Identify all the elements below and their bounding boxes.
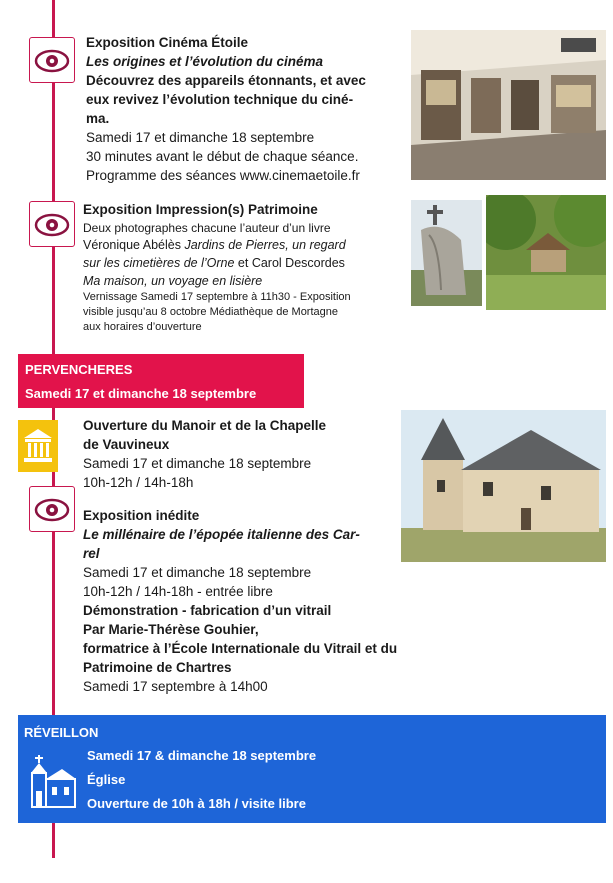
impressions-author1: Véronique Abélès	[83, 238, 185, 252]
eye-icon	[29, 486, 75, 532]
inedite-demo-line1: Démonstration - fabrication d’un vitrail	[83, 603, 332, 618]
pervencheres-band	[18, 354, 304, 408]
manoir-dates: Samedi 17 et dimanche 18 septembre	[83, 456, 312, 471]
manoir-hours: 10h-12h / 14h-18h	[83, 475, 194, 490]
inedite-subtitle-line2: rel	[83, 546, 100, 561]
inedite-demo-line2: Par Marie-Thérèse Gouhier,	[83, 622, 259, 637]
inedite-demo-line4: Patrimoine de Chartres	[83, 660, 232, 675]
impressions-book1-b: sur les cimetières de l’Orne	[83, 256, 235, 270]
manoir-block	[83, 416, 326, 492]
impressions-block	[83, 200, 401, 335]
cinema-title: Exposition Cinéma Étoile	[86, 35, 249, 50]
impressions-line1: Deux photographes chacune l’auteur d’un livre	[83, 221, 331, 235]
inedite-subtitle-line1: Le millénaire de l’épopée italienne des Car-	[83, 527, 360, 542]
pervencheres-dates: Samedi 17 et dimanche 18 septembre	[25, 386, 257, 401]
impressions-visible: visible jusqu’au 8 octobre Médiathèque de Mortagne	[83, 306, 338, 318]
cinema-subtitle: Les origines et l’évolution du cinéma	[86, 54, 324, 69]
inedite-hours: 10h-12h / 14h-18h - entrée libre	[83, 584, 273, 599]
impressions-hours: aux horaires d’ouverture	[83, 321, 202, 333]
church-icon	[26, 753, 78, 811]
cinema-desc-line2: eux revivez l’évolution technique du ciné-	[86, 92, 354, 107]
temple-icon	[18, 420, 58, 472]
pervencheres-town: PERVENCHERES	[25, 362, 133, 377]
impressions-vernissage: Vernissage Samedi 17 septembre à 11h30 - Exposition	[83, 291, 351, 303]
reveillon-town: RÉVEILLON	[24, 725, 99, 740]
manor-photo	[401, 410, 606, 562]
impressions-book2: Ma maison, un voyage en lisière	[83, 274, 263, 288]
manoir-title-line1: Ouverture du Manoir et de la Chapelle	[83, 418, 327, 433]
cinema-dates: Samedi 17 et dimanche 18 septembre	[86, 130, 315, 145]
impressions-line2	[83, 236, 401, 254]
reveillon-hours: Ouverture de 10h à 18h / visite libre	[87, 796, 306, 811]
impressions-author2: et Carol Descordes	[234, 256, 345, 270]
inedite-block	[83, 506, 397, 696]
eye-icon	[29, 37, 75, 83]
cinema-desc-line1: Découvrez des appareils étonnants, et avec	[86, 73, 366, 88]
museum-photo	[411, 30, 606, 180]
angel-statue-photo	[411, 200, 482, 306]
impressions-line3	[83, 254, 401, 272]
reveillon-place: Église	[87, 772, 126, 787]
inedite-title: Exposition inédite	[83, 508, 200, 523]
cinema-etoile-block	[86, 33, 366, 185]
impressions-title: Exposition Impression(s) Patrimoine	[83, 202, 318, 217]
manoir-title-line2: de Vauvineux	[83, 437, 170, 452]
impressions-book1-a: Jardins de Pierres, un regard	[184, 238, 346, 252]
eye-icon	[29, 201, 75, 247]
inedite-dates: Samedi 17 et dimanche 18 septembre	[83, 565, 312, 580]
reveillon-band	[18, 715, 606, 823]
inedite-demo-line3: formatrice à l’École Internationale du Vitrail et du	[83, 641, 398, 656]
cinema-timing: 30 minutes avant le début de chaque séance.	[86, 149, 359, 164]
reveillon-dates: Samedi 17 & dimanche 18 septembre	[87, 748, 317, 763]
inedite-demo-date: Samedi 17 septembre à 14h00	[83, 679, 268, 694]
cinema-desc-line3: ma.	[86, 111, 110, 126]
garden-house-photo	[486, 195, 606, 310]
cinema-programme: Programme des séances www.cinemaetoile.fr	[86, 168, 360, 183]
